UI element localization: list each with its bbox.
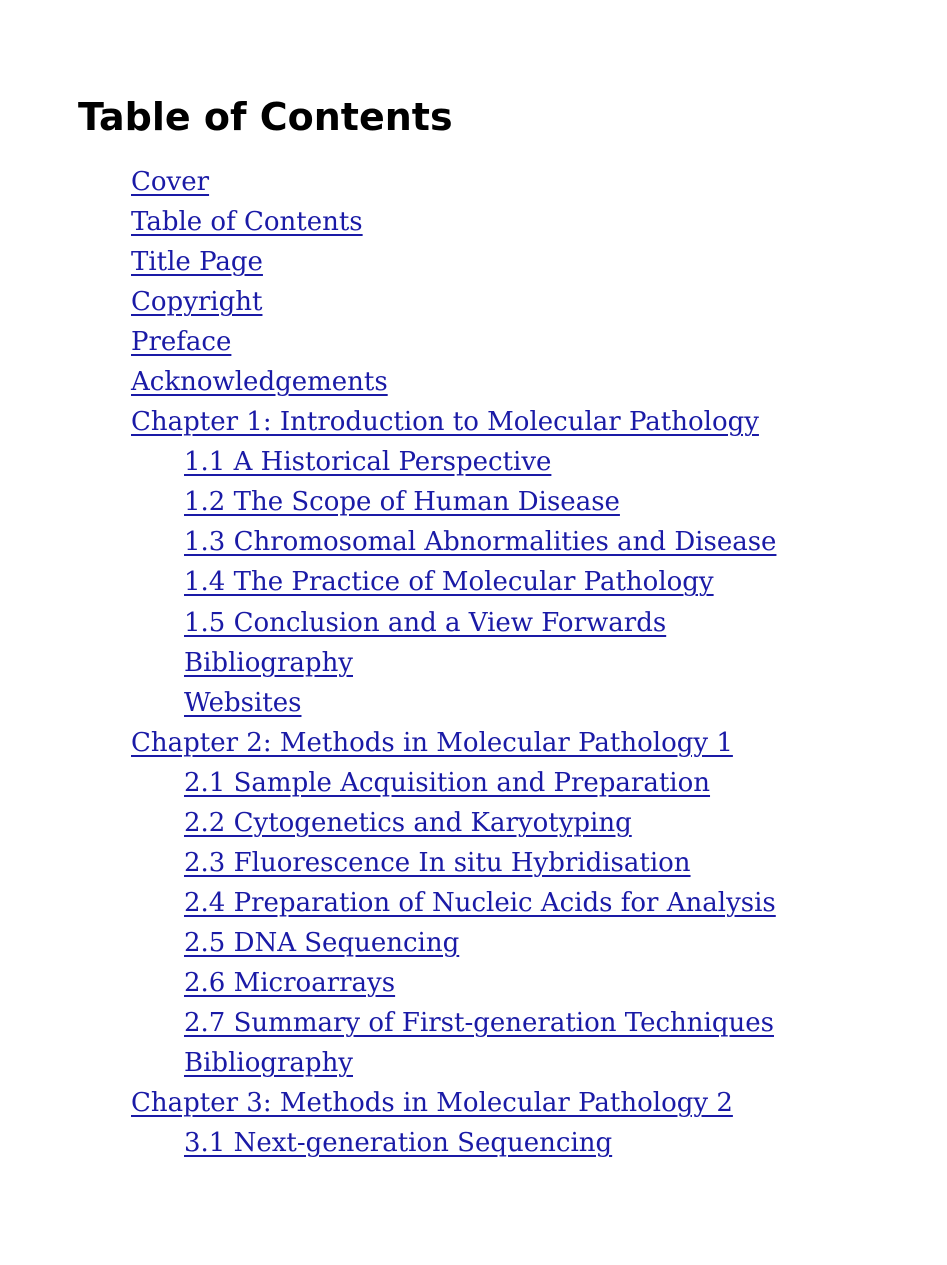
toc-entry: [0, 963, 947, 1003]
toc-link[interactable]: 2.5 DNA Sequencing: [184, 927, 460, 958]
toc-entry: [0, 723, 947, 763]
toc-link[interactable]: Chapter 1: Introduction to Molecular Pathology: [131, 407, 759, 438]
toc-entry: [0, 1123, 947, 1163]
toc-entry: [0, 803, 947, 843]
toc-link[interactable]: 2.6 Microarrays: [184, 967, 396, 998]
toc-link[interactable]: Chapter 2: Methods in Molecular Pathology 1: [131, 727, 733, 758]
toc-list: [0, 162, 947, 1163]
toc-entry: [0, 883, 947, 923]
toc-link[interactable]: Bibliography: [184, 1048, 353, 1079]
toc-entry: [0, 1083, 947, 1123]
toc-link[interactable]: Acknowledgements: [131, 367, 388, 398]
toc-entry: [0, 322, 947, 362]
toc-link[interactable]: Chapter 3: Methods in Molecular Pathology 2: [131, 1088, 733, 1119]
toc-entry: [0, 362, 947, 402]
toc-entry: [0, 683, 947, 723]
toc-link[interactable]: Bibliography: [184, 647, 353, 678]
toc-link[interactable]: 1.4 The Practice of Molecular Pathology: [184, 567, 714, 598]
toc-link[interactable]: 3.1 Next-generation Sequencing: [184, 1128, 613, 1159]
toc-link[interactable]: 2.4 Preparation of Nucleic Acids for Analysis: [184, 887, 776, 918]
toc-entry: [0, 843, 947, 883]
toc-link[interactable]: 1.3 Chromosomal Abnormalities and Disease: [184, 527, 777, 558]
toc-entry: [0, 402, 947, 442]
toc-link[interactable]: Preface: [131, 327, 232, 358]
toc-link[interactable]: 2.2 Cytogenetics and Karyotyping: [184, 807, 632, 838]
page-title: Table of Contents: [78, 95, 453, 139]
toc-entry: [0, 763, 947, 803]
toc-entry: [0, 923, 947, 963]
toc-entry: [0, 162, 947, 202]
toc-entry: [0, 1003, 947, 1043]
toc-link[interactable]: Websites: [184, 687, 302, 718]
toc-link[interactable]: 2.7 Summary of First-generation Techniques: [184, 1007, 774, 1038]
toc-entry: [0, 643, 947, 683]
toc-link[interactable]: Cover: [131, 167, 210, 197]
toc-link[interactable]: Copyright: [131, 287, 263, 318]
toc-entry: [0, 282, 947, 322]
toc-entry: [0, 202, 947, 242]
toc-entry: [0, 242, 947, 282]
toc-link[interactable]: Table of Contents: [131, 207, 363, 238]
toc-link[interactable]: 1.1 A Historical Perspective: [184, 447, 552, 478]
toc-entry: [0, 442, 947, 482]
toc-link[interactable]: 2.3 Fluorescence In situ Hybridisation: [184, 847, 691, 878]
toc-link[interactable]: 2.1 Sample Acquisition and Preparation: [184, 767, 711, 798]
toc-link[interactable]: 1.5 Conclusion and a View Forwards: [184, 607, 667, 638]
toc-entry: [0, 482, 947, 522]
toc-entry: [0, 562, 947, 602]
toc-link[interactable]: 1.2 The Scope of Human Disease: [184, 487, 620, 518]
toc-link[interactable]: Title Page: [131, 247, 263, 278]
toc-entry: [0, 1043, 947, 1083]
toc-entry: [0, 522, 947, 562]
toc-entry: [0, 603, 947, 643]
